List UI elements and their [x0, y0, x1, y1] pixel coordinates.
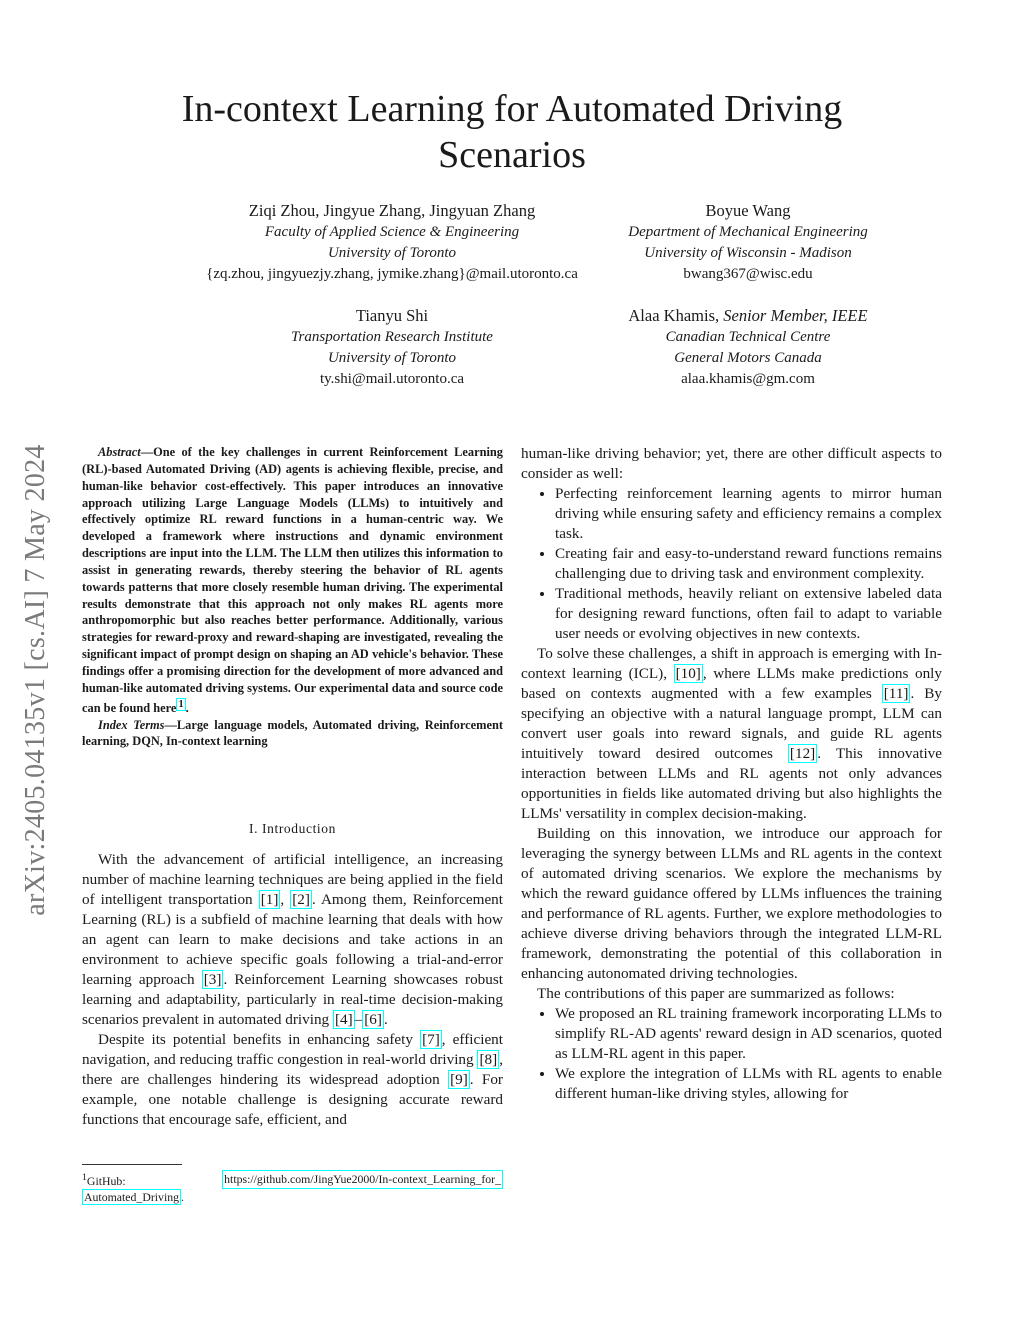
text: –: [354, 1011, 363, 1028]
footnote-row: [82, 1170, 503, 1189]
author-email: alaa.khamis@gm.com: [681, 371, 815, 387]
citation-link[interactable]: [11]: [883, 685, 909, 702]
citation-link[interactable]: [4]: [334, 1011, 353, 1028]
github-link[interactable]: https://github.com/JingYue2000/In-context_Learning_for_: [222, 1170, 503, 1189]
author-affiliation: Department of Mechanical Engineering: [628, 224, 868, 240]
list-item: • Traditional methods, heavily reliant on extensive labeled data for designing reward functions, often fail to adapt to variable user needs or evolving objectives in new contexts.: [555, 584, 942, 644]
footnote-row-2: [82, 1189, 503, 1205]
author-affiliation: Faculty of Applied Science & Engineering: [264, 224, 520, 240]
challenges-list: [521, 484, 942, 644]
citation-link[interactable]: [12]: [789, 745, 816, 762]
arxiv-sidebar: [4, 380, 68, 980]
text: ,: [280, 891, 291, 908]
index-terms-text: Large language models, Automated driving, Reinforcement learning, DQN, In-context learning: [82, 717, 503, 749]
footnote-link[interactable]: 1: [178, 698, 184, 710]
index-terms: [82, 717, 503, 751]
text: . Reinforcement Learning showcases robust learning and adaptability, particularly in real-time decision-making scenarios prevalent in automated driving: [82, 971, 504, 1028]
citation-link[interactable]: [6]: [364, 1011, 382, 1028]
abstract-paragraph: [82, 444, 503, 717]
author-name: Alaa Khamis,: [628, 306, 720, 325]
footnote: [82, 1170, 503, 1205]
author-membership: Senior Member, IEEE: [723, 306, 868, 325]
author-block-4: [588, 305, 908, 390]
author-name: Boyue Wang: [705, 201, 791, 220]
text: . This innovative interaction between LLMs and RL agents not only advances opportunities in fields like automated driving but also highlights the LLMs' versatility in complex decision-making.: [521, 745, 942, 822]
author-affiliation: Canadian Technical Centre: [665, 329, 831, 345]
paragraph: Building on this innovation, we introduce our approach for leveraging the synergy between LLMs and RL agents in the context of automated driving scenarios. We explore the mechanisms by which the reward guidance offered by LLMs influences the training and performance of RL agents. Further, we explore methodologies to achieve diverse driving behaviors through the integrated LLM-RL framework, demonstrating the potential of this collaboration in enhancing autonomated driving technologies.: [521, 825, 942, 982]
text: , there are challenges hindering its widespread adoption: [82, 1051, 503, 1088]
footnote-end: .: [181, 1189, 184, 1204]
abstract-end: .: [185, 700, 189, 715]
citation-link[interactable]: [7]: [422, 1031, 440, 1048]
footnote-rule: [82, 1164, 182, 1165]
intro-paragraph-2: [82, 1030, 503, 1130]
abstract-dash: —: [140, 445, 154, 459]
index-terms-dash: —: [164, 717, 177, 732]
citation-link[interactable]: [1]: [260, 891, 279, 908]
citation-link[interactable]: [2]: [292, 891, 310, 908]
list-item: • Perfecting reinforcement learning agents to mirror human driving while ensuring safety and efficiency remains a complex task.: [555, 484, 942, 544]
list-item: • We proposed an RL training framework incorporating LLMs to simplify RL-AD agents' reward design in AD scenarios, quoted as LLM-RL agent in this paper.: [555, 1004, 942, 1064]
author-institution: University of Wisconsin - Madison: [644, 245, 852, 261]
intro-paragraph-1: [82, 850, 503, 1030]
author-email: bwang367@wisc.edu: [683, 266, 813, 282]
left-column: [82, 850, 503, 1130]
paragraph: [521, 644, 942, 824]
citation-link[interactable]: [10]: [675, 665, 701, 682]
abstract-label: Abstract: [98, 445, 141, 459]
author-block-3: [212, 305, 572, 390]
github-link-cont[interactable]: Automated_Driving: [84, 1189, 180, 1204]
author-name: Ziqi Zhou, Jingyue Zhang, Jingyuan Zhang: [248, 201, 536, 220]
paragraph: The contributions of this paper are summarized as follows:: [537, 985, 895, 1002]
text: With the advancement of artificial intelligence, an increasing number of machine learning techniques are being applied in the field of intelligent transportation: [82, 851, 503, 908]
section-heading: I. Introduction: [249, 821, 336, 836]
contributions-list: [521, 1004, 942, 1104]
author-email: ty.shi@mail.utoronto.ca: [319, 371, 465, 387]
author-institution: University of Toronto: [327, 245, 457, 261]
paper-title: In-context Learning for Automated Driving Scenarios: [181, 88, 843, 176]
footnote-mark: 1: [82, 1172, 87, 1183]
author-email: {zq.zhou, jingyuezjy.zhang, jymike.zhang}@mail.utoronto.ca: [206, 266, 578, 282]
text: Despite its potential benefits in enhancing safety: [98, 1031, 421, 1048]
author-name: Tianyu Shi: [355, 306, 429, 325]
text: . For example, one notable challenge is designing accurate reward functions that encourage safe, efficient, and: [82, 1071, 503, 1128]
index-terms-label: Index Terms: [98, 717, 165, 732]
abstract: [82, 444, 503, 750]
list-item: • Creating fair and easy-to-understand reward functions remains challenging due to driving task and environment complexity.: [555, 544, 942, 584]
text: , efficient navigation, and reducing traffic congestion in real-world driving: [82, 1031, 503, 1068]
citation-link[interactable]: [8]: [479, 1051, 498, 1068]
author-affiliation: Transportation Research Institute: [291, 329, 493, 345]
footnote-label: GitHub:: [86, 1173, 126, 1188]
text: . Among them, Reinforcement Learning (RL) is a subfield of machine learning that deals with how an agent can learn to make decisions and take actions in an environment to achieve specific goals following a trial-and-error learning approach: [82, 891, 503, 988]
author-institution: University of Toronto: [327, 350, 457, 366]
author-name-line: [588, 305, 908, 327]
citation-link[interactable]: [3]: [203, 971, 222, 988]
arxiv-identifier: arXiv:2405.04135v1 [cs.AI] 7 May 2024: [20, 444, 51, 916]
author-block-2: [588, 200, 908, 285]
abstract-text: One of the key challenges in current Reinforcement Learning (RL)-based Automated Driving (AD) agents is achieving flexible, precise, and human-like behavior cost-effectively. This paper introduces an innovative approach utilizing Large Language Models (LLMs) to intuitively and effectively optimize RL reward functions in a human-centric way. We developed a framework where instructions and dynamic environment descriptions are input into the LLM. The LLM then utilizes this information to assist in generating rewards, thereby steering the behavior of RL agents towards patterns that more closely resemble human driving. The experimental results demonstrate that this approach not only makes RL agents more anthropomorphic but also reaches better performance. Additionally, various strategies for reward-proxy and reward-shaping are investigated, revealing the significant impact of prompt design on shaping an AD vehicle's behavior. These findings offer a promising direction for the development of more advanced and human-like automated driving systems. Our experimental data and source code can be found here: [82, 445, 503, 715]
text: , where LLMs make predictions only based on contexts augmented with a few examples: [521, 665, 942, 702]
text: To solve these challenges, a shift in approach is emerging with In-context learning (ICL),: [521, 645, 942, 682]
list-item: • We explore the integration of LLMs with RL agents to enable different human-like driving styles, allowing for: [555, 1064, 942, 1104]
paragraph: human-like driving behavior; yet, there are other difficult aspects to consider as well:: [521, 445, 942, 482]
citation-link[interactable]: [9]: [450, 1071, 468, 1088]
text: .: [383, 1011, 388, 1028]
footnote-label-wrap: [82, 1170, 126, 1189]
right-column: [521, 444, 942, 1104]
text: . By specifying an objective with a natural language prompt, LLM can convert user goals into reward signals, and guide RL agents intuitively toward desired outcomes: [521, 685, 942, 762]
author-institution: General Motors Canada: [674, 350, 822, 366]
